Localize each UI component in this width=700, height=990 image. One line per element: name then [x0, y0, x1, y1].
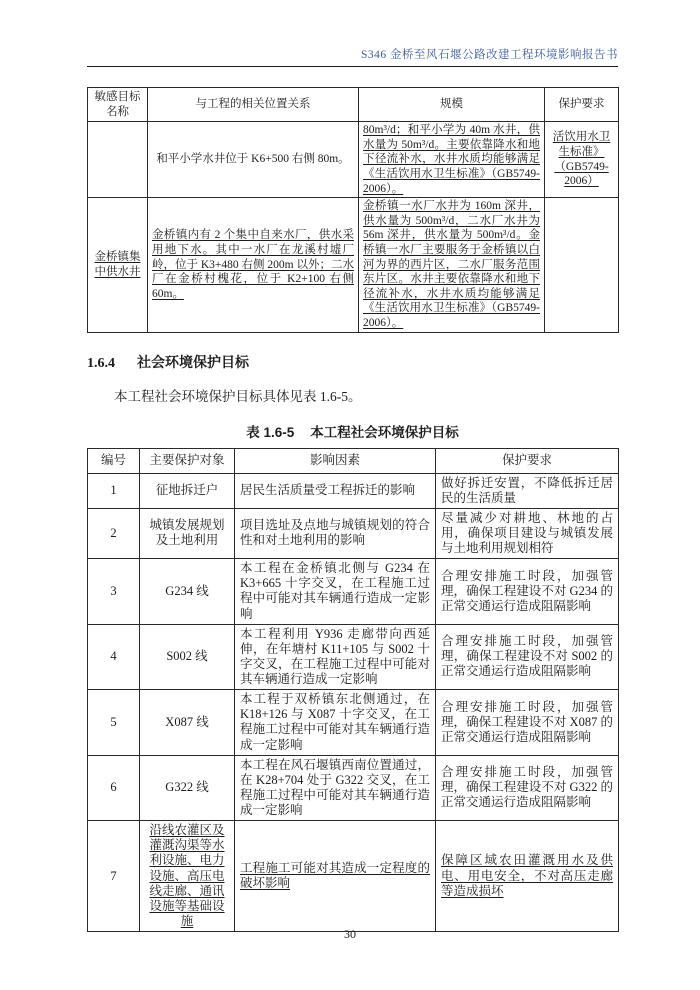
section-heading	[87, 352, 618, 372]
table-header-row	[88, 448, 619, 473]
cell-scale: 金桥镇一水厂水井为 160m 深井，供水量为 500m³/d，二水厂水井为 56m 深井，供水量为 500m³/d。金桥镇一水厂主要服务于金桥镇以白河为界的西片区，二水厂服务范围东片区。水井主要依靠降水和地下径流补水，水井水质均能够满足《生活饮用水卫生标准》（GB5749-2006）。	[359, 198, 545, 332]
cell-impact: 本工程在风石堰镇西南位置通过，在 K28+704 处于 G322 交叉，在工程施工过程中可能对其车辆通行造成一定影响	[235, 755, 436, 821]
cell-target: G234 线	[140, 559, 235, 625]
cell-impact: 项目选址及点地与城镇规划的符合性和对土地利用的影响	[235, 508, 436, 558]
body-paragraph: 本工程社会环境保护目标具体见表 1.6-5。	[114, 388, 362, 404]
social-targets-table	[87, 448, 619, 933]
cell-protection: 合理安排施工时段，加强管理，确保工程建设不对 G234 的正常交通运行造成阻隔影响	[436, 559, 619, 625]
doc-title: S346 金桥至风石堰公路改建工程环境影响报告书	[360, 49, 618, 61]
cell-no: 2	[88, 508, 140, 558]
col-header-protection: 保护要求	[545, 88, 619, 122]
cell-target: 城镇发展规划及土地利用	[140, 508, 235, 558]
col-header-scale: 规模	[359, 88, 545, 122]
col-header-no: 编号	[88, 448, 140, 473]
table-caption-title: 本工程社会环境保护目标	[310, 424, 459, 440]
sensitive-targets-table	[87, 87, 619, 333]
cell-no: 5	[88, 690, 140, 756]
cell-protection: 合理安排施工时段，加强管理，确保工程建设不对 X087 的正常交通运行造成阻隔影响	[436, 690, 619, 756]
table-caption	[87, 421, 618, 441]
col-header-name: 敏感目标名称	[88, 88, 148, 122]
cell-target: X087 线	[140, 690, 235, 756]
cell-protection: 合理安排施工时段，加强管理，确保工程建设不对 S002 的正常交通运行造成阻隔影响	[436, 624, 619, 690]
cell-protection: 尽量减少对耕地、林地的占用，确保项目建设与城镇发展与土地利用规划相符	[436, 508, 619, 558]
cell-impact: 本工程于双桥镇东北侧通过，在 K18+126 与 X087 十字交叉，在工程施工过程中可能对其车辆通行造成一定影响	[235, 690, 436, 756]
cell-target: 征地拆迁户	[140, 473, 235, 508]
cell-target: G322 线	[140, 755, 235, 821]
cell-protection: 做好拆迁安置，不降低拆迁居民的生活质量	[436, 473, 619, 508]
col-header-protection: 保护要求	[436, 448, 619, 473]
cell-target: 沿线农灌区及灌溉沟渠等水利设施、电力设施、高压电线走廊、通讯设施等基础设施	[140, 821, 235, 932]
cell-impact: 本工程在金桥镇北侧与 G234 在 K3+665 十字交叉，在工程施工过程中可能对其车辆通行造成一定影响	[235, 559, 436, 625]
table-caption-label: 表 1.6-5	[246, 424, 295, 440]
cell-no: 4	[88, 624, 140, 690]
table-row	[88, 755, 619, 821]
cell-protection: 活饮用水卫生标准》（GB5749-2006）	[545, 122, 619, 198]
cell-name: 金桥镇集中供水井	[88, 198, 148, 332]
cell-name	[88, 122, 148, 198]
table-row	[88, 559, 619, 625]
section-title: 社会环境保护目标	[137, 353, 249, 370]
cell-no: 7	[88, 821, 140, 932]
page-number: 30	[344, 927, 356, 941]
cell-relation: 金桥镇内有 2 个集中自来水厂，供水采用地下水。其中一水厂在龙溪村墟厂岭，位于 K3+480 右侧 200m 以外；二水厂在金桥村槐花，位于 K2+100 右侧 60m。	[148, 198, 359, 332]
cell-protection	[545, 198, 619, 332]
cell-scale: 80m³/d；和平小学为 40m 水井，供水量为 50m³/d。主要依靠降水和地下径流补水，水井水质均能够满足《生活饮用水卫生标准》（GB5749-2006）。	[359, 122, 545, 198]
cell-protection: 合理安排施工时段，加强管理，确保工程建设不对 G322 的正常交通运行造成阻隔影响	[436, 755, 619, 821]
col-header-target: 主要保护对象	[140, 448, 235, 473]
table-row	[88, 198, 619, 332]
cell-no: 1	[88, 473, 140, 508]
table-row	[88, 624, 619, 690]
table-header-row	[88, 88, 619, 122]
page-header	[87, 46, 618, 67]
cell-impact: 工程施工可能对其造成一定程度的破坏影响	[235, 821, 436, 932]
cell-no: 3	[88, 559, 140, 625]
cell-target: S002 线	[140, 624, 235, 690]
col-header-impact: 影响因素	[235, 448, 436, 473]
section-number: 1.6.4	[87, 355, 115, 371]
table-row	[88, 122, 619, 198]
table-row	[88, 508, 619, 558]
cell-impact: 本工程利用 Y936 走廊带向西延伸，在年塘村 K11+105 与 S002 十字交叉，在工程施工过程中可能对其车辆通行造成一定影响	[235, 624, 436, 690]
table-row	[88, 690, 619, 756]
cell-impact: 居民生活质量受工程拆迁的影响	[235, 473, 436, 508]
cell-protection: 保障区域农田灌溉用水及供电、用电安全，不对高压走廊等造成损坏	[436, 821, 619, 932]
table-row	[88, 473, 619, 508]
cell-no: 6	[88, 755, 140, 821]
cell-relation: 和平小学水井位于 K6+500 右侧 80m。	[148, 122, 359, 198]
col-header-relation: 与工程的相关位置关系	[148, 88, 359, 122]
table-row	[88, 821, 619, 932]
